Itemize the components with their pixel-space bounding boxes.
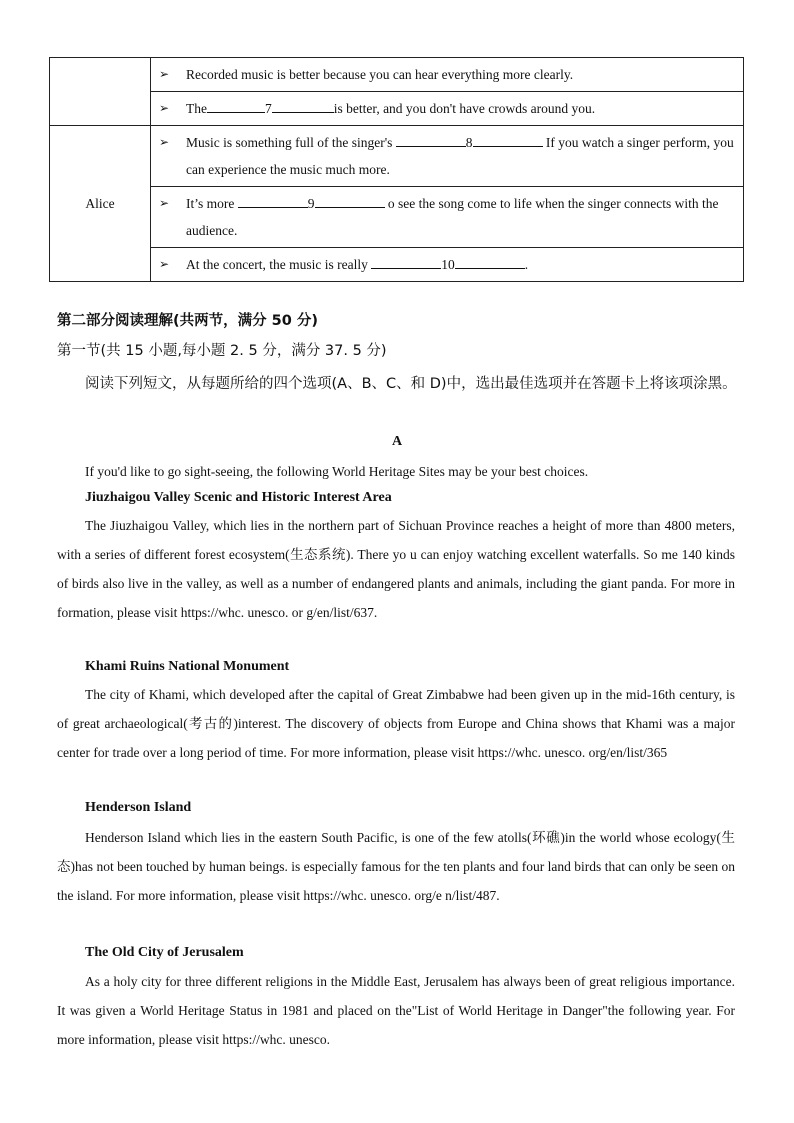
row-text: Recorded music is better because you can hear everything more clearly. [186,67,574,82]
table-row [151,248,744,282]
table-row [151,58,744,92]
arrow-bullet-icon: ➢ [159,101,170,115]
table-row [151,126,744,187]
section-subheading: 第一节(共 15 小题,每小题 2. 5 分，满分 37. 5 分) [57,343,387,359]
row-text: The 7 is better, and you don't have crowds around you. [186,95,737,122]
blank-number: 10 [441,257,455,272]
site-body-khami: The city of Khami, which developed after the capital of Great Zimbabwe had been given up in the mid-16th century, is of great archaeological(考古的)interest. The discovery of objects from Europe and China shows that Khami was a major center for trade over a long period of time. For more information, please visit https://whc. unesco. org/en/list/365 [57,687,735,760]
instruction-text: 阅读下列短文，从每题所给的四个选项(A、B、C、和 D)中，选出最佳选项并在答题卡上将该项涂黑。 [85,376,737,392]
blank-number: 9 [307,196,315,211]
table-name-cell-1 [50,58,151,126]
passage-letter: A [391,434,403,449]
row-text: At the concert, the music is really 10 . [186,251,737,278]
site-title-jerusalem: The Old City of Jerusalem [85,945,244,960]
arrow-bullet-icon: ➢ [159,196,170,210]
blank-number: 8 [465,135,473,150]
row-text: It’s more 9 o see the song come to life when the singer connects with the audience. [186,190,737,244]
site-body-jiuzhaigou: The Jiuzhaigou Valley, which lies in the northern part of Sichuan Province reaches a height of more than 4800 meters, with a series of different forest ecosystem(生态系统). There yo u can enjoy watching excellent waterfalls. So me 140 kinds of birds also live in the valley, as well as a number of endangered plants and animals, including the giant panda. For more in formation, please visit https://whc. unesco. or g/en/list/637. [57,518,735,620]
intro-paragraph: If you'd like to go sight-seeing, the following World Heritage Sites may be your best choices. [85,464,589,479]
arrow-bullet-icon: ➢ [159,257,170,271]
row-text: Music is something full of the singer's 8 If you watch a singer perform, you can experience the music much more. [186,129,737,183]
section-heading: 第二部分阅读理解(共两节，满分 50 分) [57,313,319,329]
blank-number: 7 [265,101,272,116]
arrow-bullet-icon: ➢ [159,135,170,149]
site-body-jerusalem: As a holy city for three different religions in the Middle East, Jerusalem has always been of great religious importance. It was given a World Heritage Status in 1981 and placed on the"List of World Heritage in Danger"the following year. For more information, please visit https://whc. unesco. [57,974,735,1047]
table-row [151,92,744,126]
table-name-cell-alice: Alice [50,126,151,282]
site-title-henderson: Henderson Island [85,800,192,815]
table-row [151,187,744,248]
answer-table [49,57,744,282]
site-title-khami: Khami Ruins National Monument [85,659,290,674]
site-title-jiuzhaigou: Jiuzhaigou Valley Scenic and Historic Interest Area [85,490,392,505]
site-body-henderson: Henderson Island which lies in the eastern South Pacific, is one of the few atolls(环礁)in the world whose ecology(生态)has not been touched by human beings. is especially famous for the ten plants and four land birds that can only be seen on the island. For more information, please visit https://whc. unesco. org/e n/list/487. [57,830,735,903]
arrow-bullet-icon: ➢ [159,67,170,81]
